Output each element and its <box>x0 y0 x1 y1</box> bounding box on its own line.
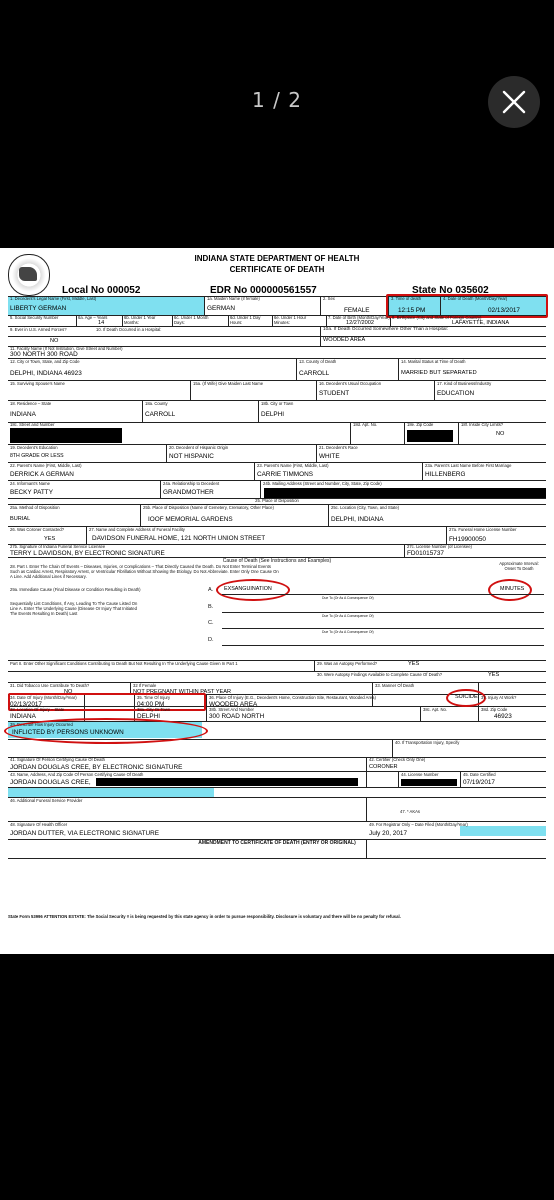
injury-city: DELPHI <box>137 713 161 720</box>
label-marital: 14. Marital Status at Time of Death <box>401 359 466 364</box>
label-other-place: 10a. If Death Occurred Somewhere Other Than a Hospital: <box>323 327 448 332</box>
injury-date: 02/13/2017 <box>10 701 42 708</box>
label-injury-place: 36. Place Of Injury (E.G., Decedent's Home, Construction Site, Restaurant, Wooded Area) <box>209 695 376 700</box>
local-number: Local No 000052 <box>62 285 141 296</box>
hours-text: Hours: <box>230 320 243 325</box>
label-certifier-type: 42. Certifier (Check Only One) <box>369 757 426 762</box>
hispanic-origin: NOT HISPANIC <box>169 453 214 460</box>
armed-forces: NO <box>50 338 59 344</box>
label-injury-apt: 38c. Apt. No. <box>423 707 447 712</box>
injury-how-annotation <box>4 718 208 744</box>
label-zip: 18e. Zip Code <box>407 422 434 427</box>
department-heading: INDIANA STATE DEPARTMENT OF HEALTH <box>194 254 360 263</box>
seq-instructions-3: The Events Resulting In Death) Last <box>10 611 78 616</box>
label-under-1-year: 6b. Under 1 Year <box>124 315 156 320</box>
label-manner: 33. Manner Of Death <box>375 683 415 688</box>
part1-instructions-3: A Line. Add Additional Lines if Necessary. <box>10 574 87 579</box>
viewer-top-bar <box>0 0 554 140</box>
decedent-name: LIBERTY GERMAN <box>10 305 67 312</box>
age: 14 <box>98 320 105 326</box>
label-autopsy: 29. Was an Autopsy Performed? <box>317 661 378 666</box>
sex: FEMALE <box>344 307 370 314</box>
maiden-name: GERMAN <box>207 305 236 312</box>
location-disposition: DELPHI, INDIANA <box>331 516 384 523</box>
redaction-street <box>10 428 122 443</box>
certifier-signature: JORDAN DOUGLAS CREE, BY ELECTRONIC SIGNATURE <box>10 764 183 771</box>
res-state: INDIANA <box>10 411 36 418</box>
label-parent1: 22. Parent's Name (First, Middle, Last) <box>10 463 82 468</box>
label-parent2-last: 23a. Parent's Last Name Before First Marriage <box>425 463 512 468</box>
facility: 300 NORTH 300 ROAD <box>10 351 78 358</box>
minutes-text: Minutes: <box>274 320 290 325</box>
redaction-zip <box>407 430 453 442</box>
pregnancy: NOT PREGNANT WITHIN PAST YEAR <box>133 689 232 695</box>
label-health-officer: 48. Signature Of Health Officer <box>10 822 68 827</box>
label-industry: 17. Kind of Business/Industry <box>437 381 492 386</box>
due-to-a: Due To (Or As A Consequence Of) <box>322 596 374 600</box>
label-licensee: 27b. Signature of Indiana Funeral Service Licensee <box>10 544 106 549</box>
label-additional-provider: 46. Additional Funeral Service Provider <box>10 798 83 803</box>
redaction-certifier-address <box>96 778 358 786</box>
label-maiden-name: 1a. Maiden Name (if female) <box>207 296 260 301</box>
label-date-of-death: 4. Date of Death (Month/Day/Year) <box>443 296 508 301</box>
injury-place: WOODED AREA <box>209 701 258 708</box>
immediate-cause-annotation <box>216 579 290 601</box>
label-location-disposition: 25c. Location (City, Town, and State) <box>331 505 400 510</box>
label-informant: 24. Informant's Name <box>10 481 50 486</box>
label-education: 19. Decedent's Education <box>10 445 58 450</box>
industry: EDUCATION <box>437 390 475 397</box>
days-text: Days: <box>174 320 185 325</box>
label-occupation: 16. Decedent's Usual Occupation <box>319 381 382 386</box>
parent2: CARRIE TIMMONS <box>257 471 313 478</box>
death-certificate-page <box>0 248 554 954</box>
relationship: GRANDMOTHER <box>163 489 214 496</box>
label-interval: Approximate Interval: Onset To Death <box>499 561 539 571</box>
line-b-letter: B. <box>208 604 214 610</box>
health-officer: JORDAN DUTTER, VIA ELECTRONIC SIGNATURE <box>10 830 160 837</box>
close-icon <box>502 90 526 114</box>
injury-street: 300 ROAD NORTH <box>209 713 265 720</box>
label-place-disposition: 25b. Place of Disposition (Name of Cemetery, Crematory, Other Place) <box>143 505 274 510</box>
label-dob: 7. Date of Birth (Month/Day/Year) <box>328 315 390 320</box>
label-street: 18c. Street and Number <box>10 422 55 427</box>
funeral-facility: DAVIDSON FUNERAL HOME, 121 NORTH UNION STREET <box>92 535 266 542</box>
label-city-limits: 18f. Inside City Limits? <box>461 422 504 427</box>
parent2-last: HILLENBERG <box>425 471 466 478</box>
part1-instructions-1: 28. Part I. Enter The Chain Of Events – Diseases, Injuries, or Complications – That Directly Caused the Death. Do Not Enter Terminal Events <box>10 564 271 569</box>
certifier-type: CORONER <box>369 764 398 770</box>
certifier-highlight <box>8 787 214 797</box>
label-fh-license: 27a. Funeral Home License Number <box>449 527 517 532</box>
label-ssn: 5. Social Security Number <box>10 315 59 320</box>
redaction-license-number <box>401 779 457 786</box>
city-limits: NO <box>496 431 505 437</box>
autopsy: YES <box>408 661 420 667</box>
label-coroner: 26. Was Coroner Contacted? <box>10 527 65 532</box>
label-date-certified: 45. Date Certified <box>463 772 496 777</box>
time-of-death: 12:15 PM <box>398 307 426 314</box>
label-injury-street: 38b. Street And Number <box>209 707 254 712</box>
date-filed: July 20, 2017 <box>369 830 408 837</box>
manner-annotation <box>446 689 486 707</box>
label-under-1-hour: 6e. Under 1 Hour <box>274 315 307 320</box>
date-certified: 07/19/2017 <box>463 779 495 786</box>
method: BURIAL <box>10 516 31 522</box>
label-res-city: 18b. City or Town <box>261 401 294 406</box>
res-city: DELPHI <box>261 411 285 418</box>
injury-time: 04:00 PM <box>137 701 165 708</box>
res-county: CARROLL <box>145 411 176 418</box>
label-age-years: 6a. Age – Years <box>78 315 108 320</box>
seq-instructions-1: Sequentially List Conditions, If Any, Leading To The Cause Listed On <box>10 601 138 606</box>
label-autopsy-findings: 30. Were Autopsy Findings Available to Complete Cause Of Death? <box>317 672 443 677</box>
amendment-heading: AMENDMENT TO CERTIFICATE OF DEATH (ENTRY OR ORIGINAL) <box>198 840 356 846</box>
close-button[interactable] <box>488 76 540 128</box>
date-certified-highlight <box>460 826 546 836</box>
label-county-of-death: 13. County of Death <box>299 359 337 364</box>
place-disposition: IOOF MEMORIAL GARDENS <box>148 516 233 523</box>
label-res-county: 18a. County <box>145 401 168 406</box>
label-race: 21. Decedent's Race <box>319 445 358 450</box>
label-transportation: 40. If Transportation Injury, Specify <box>395 740 460 745</box>
label-funeral-facility: 27. Name and Complete Address of Funeral Facility <box>89 527 185 532</box>
label-licensee-number: 27c. License Number (of Licensee) <box>407 544 472 549</box>
date-of-birth: 12/27/2002 <box>346 320 374 326</box>
part1-instructions-2: Such as Cardiac Arrest, Respiratory Arrest, or Ventricular Fibrillation Without Showing the Etiology. Do Not Abbreviate. Enter Only One Cause On <box>10 569 279 574</box>
label-apt: 18d. Apt. No. <box>353 422 378 427</box>
label-method: 25a. Method of Disposition <box>10 505 60 510</box>
form-footer: State Form 53996 ATTENTION ESTATE: The Social Security # is being requested by this state agency in order to pursue responsibility. Disclosure is voluntary and there will be no penalty for refusal. <box>8 914 401 919</box>
parent1: DERRICK A GERMAN <box>10 471 74 478</box>
county-of-death: CARROLL <box>299 370 330 377</box>
label-injury-time: 35. Time Of Injury <box>137 695 171 700</box>
line-d-letter: D. <box>208 637 214 643</box>
label-under-1-month: 6c. Under 1 Month <box>174 315 209 320</box>
informant: BECKY PATTY <box>10 489 53 496</box>
certifier-name: JORDAN DOUGLAS CREE, <box>10 779 91 786</box>
label-parent2: 23. Parent's Name (First, Middle, Last) <box>257 463 329 468</box>
label-injury-how: 39. Describe How Injury Occurred <box>10 722 73 727</box>
label-spouse-maiden: 15a. (If Wife) Give Maiden Last Name <box>193 381 264 386</box>
label-city-zip: 12. City or Town, State, and Zip Code <box>10 359 80 364</box>
label-injury-date: 34. Date Of Injury (Month/Day/Year) <box>10 695 77 700</box>
marital-status: MARRIED BUT SEPARATED <box>401 370 477 376</box>
label-res-state: 18. Residence – State <box>10 401 52 406</box>
page-counter: 1 / 2 <box>252 88 302 112</box>
label-part2: Part II. Enter Other Significant Conditions Contributing to Death But Not Resulting In The Underlying Cause Given In Part 1 <box>10 661 238 666</box>
label-date-filed: 49. For Registrar Only – Date Filed (Month/Day/Year) <box>369 822 468 827</box>
interval: MINUTES <box>500 586 525 592</box>
label-armed-forces: 9. Ever in U.S. Armed Forces? <box>10 327 67 332</box>
coroner-contacted: YES <box>44 536 56 542</box>
interval-annotation <box>488 579 532 601</box>
injury-state: INDIANA <box>10 713 36 720</box>
label-injury-state: 38. Location Of Injury – State <box>10 707 65 712</box>
label-injury-zip: 38d. Zip Code <box>481 707 508 712</box>
label-decedent-name: 1. Decedent's Legal Name (First, Middle, Last) <box>10 296 97 301</box>
label-injury-city: 38a. City Or Town <box>137 707 171 712</box>
label-time-of-death: 3. Time of death <box>391 296 422 301</box>
label-hispanic: 20. Decedent of Hispanic Origin <box>169 445 229 450</box>
licensee-number: FD01015737 <box>407 550 444 557</box>
label-hospital: 10. If Death Occurred in a Hospital: <box>96 327 162 332</box>
autopsy-findings: YES <box>488 672 500 678</box>
education: 8TH GRADE OR LESS <box>10 453 64 459</box>
immediate-cause: EXSANGUINATION <box>224 586 272 592</box>
tobacco: NO <box>64 689 73 695</box>
due-to-c: Due To (Or As A Consequence Of) <box>322 630 374 634</box>
line-a-letter: A. <box>208 587 214 593</box>
label-if-female: 32 If Female <box>133 683 157 688</box>
label-tobacco: 31. Did Tobacco Use Contribute To Death? <box>10 683 90 688</box>
label-place-of-disposition: 25. Place of Disposition <box>255 498 299 503</box>
licensee: TERRY L DAVIDSON, BY ELECTRONIC SIGNATURE <box>10 550 165 557</box>
line-c-letter: C. <box>208 620 214 626</box>
months-text: Months: <box>124 320 139 325</box>
race: WHITE <box>319 453 340 460</box>
cause-of-death-heading: Cause of Death (See Instructions and Examples) <box>222 558 332 564</box>
seq-instructions-2: Line A. Enter The Underlying Cause (Disease Or Injury That Initiated <box>10 606 137 611</box>
label-certifier-signature: 41. Signature Of Person Certifying Cause Of Death <box>10 757 105 762</box>
injury-how: INFLICTED BY PERSONS UNKNOWN <box>12 729 124 736</box>
label-certifier-address: 43. Name, Address, And Zip Code Of Person Certifying Cause Of Death <box>10 772 144 777</box>
label-license-number: 44. License Number <box>401 772 439 777</box>
label-injury-at-work: 37. Injury At Work? <box>481 695 517 700</box>
certificate-title: CERTIFICATE OF DEATH <box>229 265 325 274</box>
birthplace: LAFAYETTE, INDIANA <box>452 320 510 326</box>
injury-zip: 46923 <box>494 713 512 720</box>
label-spouse: 15. Surviving Spouse's Name <box>10 381 65 386</box>
redaction-mailing <box>264 488 546 498</box>
label-under-1-day: 6d. Under 1 Day <box>230 315 261 320</box>
edr-number: EDR No 000000561557 <box>210 285 317 296</box>
label-immediate-cause: 29a. Immediate Cause (Final Disease or Condition Resulting in Death) <box>10 587 141 592</box>
city-zip: DELPHI, INDIANA 46923 <box>10 370 82 377</box>
label-facility: 11. Facility Name (If Not Institution, Give Street and Number) <box>10 346 123 351</box>
label-akas: 47. * AKAs <box>400 809 421 814</box>
fh-license: FH19900050 <box>449 536 486 543</box>
occupation: STUDENT <box>319 390 350 397</box>
label-sex: 2. Sex <box>323 296 335 301</box>
manner-of-death: SUICIDE <box>455 694 478 700</box>
state-number: State No 035602 <box>412 285 489 296</box>
label-relationship: 24a. Relationship to Decedent <box>163 481 220 486</box>
label-birthplace: 8. Birthplace (City and State of Foreign Country) <box>392 315 482 320</box>
due-to-b: Due To (Or As A Consequence Of) <box>322 614 374 618</box>
date-of-death: 02/13/2017 <box>488 307 520 314</box>
label-mailing: 24b. Mailing Address (Street and Number, City, State, Zip Code) <box>263 481 382 486</box>
other-place: WOODED AREA <box>323 337 366 343</box>
